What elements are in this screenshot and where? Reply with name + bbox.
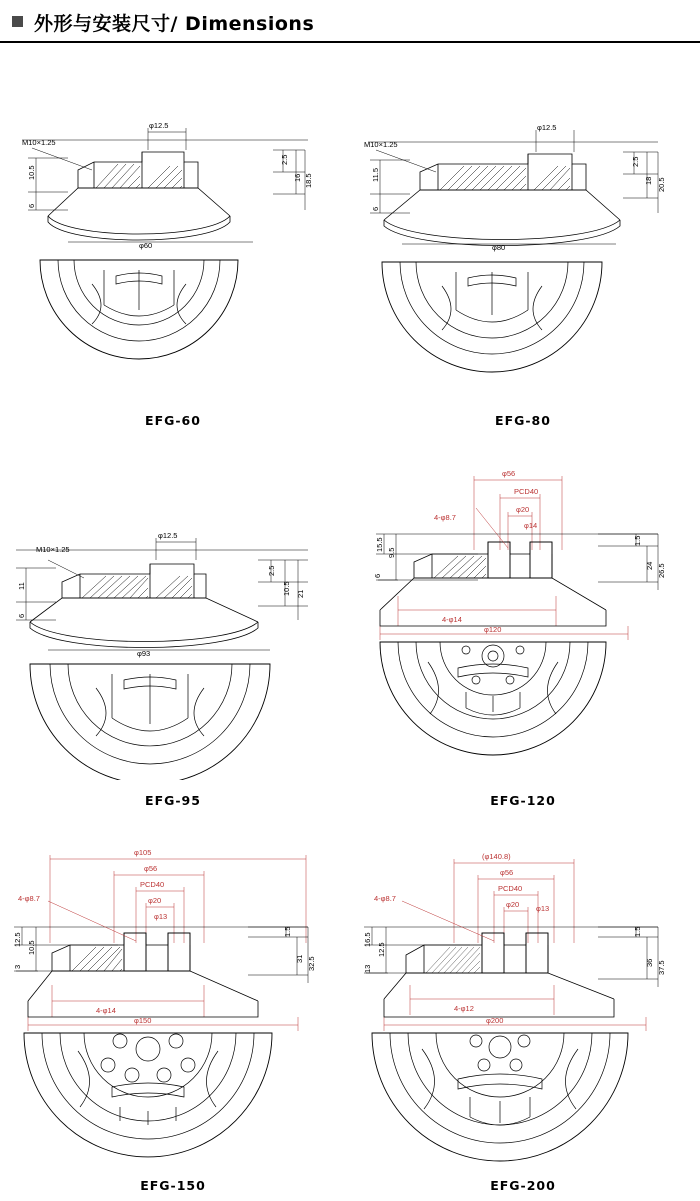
label-bore2-efg200: φ13 [536,904,550,913]
label-bore-efg120: φ20 [516,505,530,514]
label-top-dia-efg95: φ12.5 [158,531,178,540]
drawing-efg-200 [358,835,688,1165]
label-thread-efg80: M10×1.25 [364,140,398,149]
square-bullet-icon [12,16,23,27]
page-header [0,0,700,44]
label-thread-efg95: M10×1.25 [36,545,70,554]
caption-efg-95: EFG-95 [145,793,201,808]
label-mid-dia-efg150: φ56 [144,864,158,873]
label-dim-13-efg200: 13 [363,964,372,973]
label-outer-dia-efg150: φ150 [134,1016,152,1025]
label-top-dia-efg200: (φ140.8) [482,852,511,861]
label-pcd-efg200: PCD40 [498,884,523,893]
label-bore2-efg150: φ13 [154,912,168,921]
label-holes-bottom-efg120: 4-φ14 [442,615,462,624]
label-dim-26p5-efg120: 26.5 [657,563,666,578]
drawing-efg-80 [358,70,688,400]
label-dim-21-efg95: 21 [296,589,305,598]
label-holes-top-efg200: 4-φ8.7 [374,894,396,903]
figure-efg-120 [358,450,688,810]
label-pcd-efg150: PCD40 [140,880,165,889]
label-dim-37p5-efg200: 37.5 [657,960,666,975]
label-dim-3-efg150: 3 [13,964,22,969]
label-dim-1p5-efg120: 1.5 [633,535,642,546]
figure-efg-95 [8,450,338,810]
label-dim-11-efg95: 11 [17,582,26,590]
label-dim-24-efg120: 24 [645,561,654,570]
figure-efg-150 [8,835,338,1195]
label-dim-18p5-efg60: 18.5 [304,173,313,188]
label-dim-1p5-efg150: 1.5 [283,926,292,937]
label-top-dia-efg60: φ12.5 [149,121,169,130]
label-dim-6-efg120: 6 [373,573,382,578]
figure-efg-80 [358,70,688,430]
label-outer-dia-efg95: φ93 [137,649,151,658]
label-bore-efg200: φ20 [506,900,520,909]
label-dim-15p5-efg120: 15.5 [375,537,384,552]
label-dim-6-efg60: 6 [27,203,36,208]
label-outer-dia-efg200: φ200 [486,1016,504,1025]
caption-efg-120: EFG-120 [490,793,556,808]
caption-efg-150: EFG-150 [140,1178,206,1193]
label-pcd-efg120: PCD40 [514,487,539,496]
label-thread-efg60: M10×1.25 [22,138,56,147]
label-dim-10p5-efg150: 10.5 [27,940,36,955]
label-bore-efg150: φ20 [148,896,162,905]
label-dim-18-efg80: 18 [644,176,653,185]
label-dim-9p5-efg120: 9.5 [387,547,396,558]
label-dim-31-efg150: 31 [295,954,304,963]
label-dim-20p5-efg80: 20.5 [657,177,666,192]
label-top-dia-efg120: φ56 [502,469,516,478]
page-title: 外形与安装尺寸/ Dimensions [34,13,315,35]
label-holes-bottom-efg150: 4-φ14 [96,1006,116,1015]
label-holes-top-efg150: 4-φ8.7 [18,894,40,903]
label-dim-11p5-efg80: 11.5 [371,167,380,182]
caption-efg-200: EFG-200 [490,1178,556,1193]
drawing-efg-95 [8,450,338,780]
label-dim-16-efg60: 16 [293,173,302,182]
label-dim-10p5-efg95: 10.5 [282,581,291,596]
drawing-efg-60 [8,70,338,400]
label-outer-dia-efg60: φ60 [139,241,153,250]
label-dim-2p5-efg60: 2.5 [280,154,289,165]
label-dim-32p5-efg150: 32.5 [307,956,316,971]
drawing-efg-120 [358,450,688,780]
label-dim-12p5-efg150: 12.5 [13,932,22,947]
figure-efg-60 [8,70,338,430]
label-dim-1p5-efg200: 1.5 [633,926,642,937]
label-dim-10p5-efg60: 10.5 [27,165,36,180]
label-bore2-efg120: φ14 [524,521,538,530]
label-dim-6-efg80: 6 [371,206,380,211]
label-holes-top-efg120: 4-φ8.7 [434,513,456,522]
label-dim-2p5-efg95: 2.5 [267,565,276,576]
label-dim-2p5-efg80: 2.5 [631,156,640,167]
label-top-dia-efg150: φ105 [134,848,152,857]
label-dim-12p5-efg200: 12.5 [377,942,386,957]
label-dim-36-efg200: 36 [645,958,654,967]
label-dim-6-efg95: 6 [17,613,26,618]
label-dim-16p5-efg200: 16.5 [363,932,372,947]
label-holes-bottom-efg200: 4-φ12 [454,1004,474,1013]
label-outer-dia-efg120: φ120 [484,625,502,634]
caption-efg-80: EFG-80 [495,413,551,428]
header-divider [0,41,700,43]
label-mid-dia-efg200: φ56 [500,868,514,877]
figure-efg-200 [358,835,688,1195]
label-top-dia-efg80: φ12.5 [537,123,557,132]
caption-efg-60: EFG-60 [145,413,201,428]
drawing-efg-150 [8,835,338,1165]
label-outer-dia-efg80: φ80 [492,243,506,252]
